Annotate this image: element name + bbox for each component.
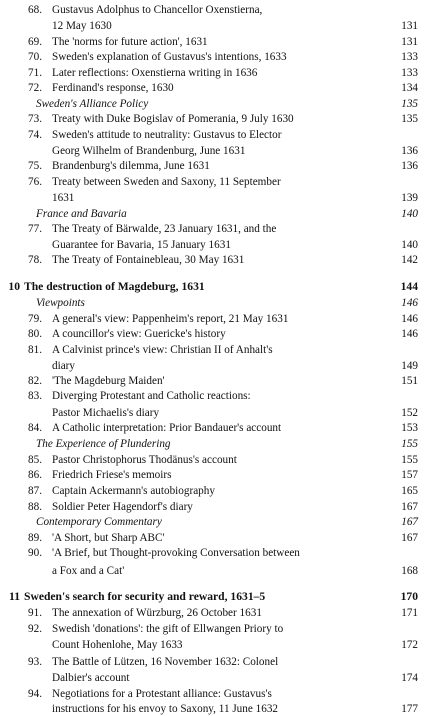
entry-title: Swedish 'donations': the gift of Ellwangen Priory to xyxy=(52,623,284,635)
entry-number: 88. xyxy=(28,501,42,513)
toc-entry xyxy=(0,19,429,33)
entry-title: 12 May 1630 xyxy=(52,20,112,32)
entry-title: The Treaty of Fontainebleau, 30 May 1631 xyxy=(52,254,245,266)
entry-title: Pastor Michaelis's diary xyxy=(52,407,160,419)
toc-entry xyxy=(0,66,429,80)
entry-number: 86. xyxy=(28,469,42,481)
entry-title: A Calvinist prince's view: Christian II of Anhalt's xyxy=(52,344,273,356)
entry-title: instructions for his envoy to Saxony, 11 June 1632 xyxy=(52,703,279,715)
entry-title: 'The Magdeburg Maiden' xyxy=(52,375,165,387)
entry-number: 72. xyxy=(28,82,42,94)
toc-entry xyxy=(0,453,429,467)
page-number: 170 xyxy=(400,590,418,603)
entry-title: 'A Short, but Sharp ABC' xyxy=(52,532,165,544)
entry-title: The destruction of Magdeburg, 1631 xyxy=(24,280,205,293)
entry-number: 90. xyxy=(28,547,42,559)
page-number: 151 xyxy=(401,375,418,387)
entry-number: 80. xyxy=(28,328,42,340)
entry-title: A general's view: Pappenheim's report, 21 May 1631 xyxy=(52,313,289,325)
entry-number: 84. xyxy=(28,422,42,434)
toc-entry xyxy=(0,3,429,17)
entry-title: 'A Brief, but Thought-provoking Conversation between xyxy=(52,547,300,559)
page-number: 140 xyxy=(401,208,418,220)
toc-entry xyxy=(0,128,429,142)
toc-entry xyxy=(0,312,429,326)
entry-number: 77. xyxy=(28,223,42,235)
section-heading xyxy=(0,97,429,111)
page-number: 155 xyxy=(401,438,418,450)
entry-title: diary xyxy=(52,360,75,372)
toc-entry xyxy=(0,546,429,560)
page-number: 136 xyxy=(401,160,418,172)
toc-entry xyxy=(0,175,429,189)
toc-entry xyxy=(0,671,429,685)
page-number: 172 xyxy=(401,639,418,651)
toc-entry xyxy=(0,622,429,636)
toc-entry xyxy=(0,238,429,252)
entry-title: Soldier Peter Hagendorf's diary xyxy=(52,501,193,513)
toc-entry xyxy=(0,159,429,173)
toc-entry xyxy=(0,374,429,388)
entry-number: 74. xyxy=(28,129,42,141)
toc-entry xyxy=(0,655,429,669)
chapter-heading xyxy=(0,590,429,604)
entry-title: Friedrich Friese's memoirs xyxy=(52,469,172,481)
entry-title: Sweden's search for security and reward, 1631–5 xyxy=(24,590,266,603)
section-heading xyxy=(0,515,429,529)
entry-title: Dalbier's account xyxy=(52,672,130,684)
entry-title: Guarantee for Bavaria, 15 January 1631 xyxy=(52,239,231,251)
toc-entry xyxy=(0,531,429,545)
entry-number: 69. xyxy=(28,36,42,48)
page-number: 146 xyxy=(401,297,418,309)
entry-title: Sweden's attitude to neutrality: Gustavus to Elector xyxy=(52,129,282,141)
section-heading xyxy=(0,437,429,451)
toc-entry xyxy=(0,327,429,341)
page-number: 171 xyxy=(401,607,418,619)
entry-number: 70. xyxy=(28,51,42,63)
toc-entry xyxy=(0,406,429,420)
toc-entry xyxy=(0,421,429,435)
entry-title: France and Bavaria xyxy=(36,208,127,220)
toc-entry xyxy=(0,500,429,514)
page-number: 174 xyxy=(401,672,418,684)
entry-title: A Catholic interpretation: Prior Bandauer's account xyxy=(52,422,282,434)
entry-title: Sweden's Alliance Policy xyxy=(36,98,149,110)
entry-title: Sweden's explanation of Gustavus's intentions, 1633 xyxy=(52,51,287,63)
page-number: 142 xyxy=(401,254,418,266)
entry-number: 73. xyxy=(28,113,42,125)
entry-number: 68. xyxy=(28,4,42,16)
entry-title: Diverging Protestant and Catholic reactions: xyxy=(52,390,251,402)
page-number: 134 xyxy=(401,82,418,94)
entry-title: Gustavus Adolphus to Chancellor Oxenstierna, xyxy=(52,4,263,16)
page-number: 139 xyxy=(401,192,418,204)
toc-entry xyxy=(0,606,429,620)
chapter-heading xyxy=(0,280,429,294)
entry-number: 71. xyxy=(28,67,42,79)
entry-title: The 'norms for future action', 1631 xyxy=(52,36,208,48)
section-heading xyxy=(0,296,429,310)
page-number: 136 xyxy=(401,145,418,157)
entry-number: 92. xyxy=(28,623,42,635)
toc-entry xyxy=(0,687,429,701)
page-number: 167 xyxy=(401,516,418,528)
toc-entry xyxy=(0,359,429,373)
page-number: 135 xyxy=(401,98,418,110)
toc-entry xyxy=(0,253,429,267)
page-number: 146 xyxy=(401,313,418,325)
toc-entry xyxy=(0,50,429,64)
entry-title: Contemporary Commentary xyxy=(36,516,162,528)
page-number: 133 xyxy=(401,67,418,79)
entry-number: 87. xyxy=(28,485,42,497)
entry-title: The Battle of Lützen, 16 November 1632: Colonel xyxy=(52,656,279,668)
chapter-number: 11 xyxy=(9,590,20,603)
entry-title: Georg Wilhelm of Brandenburg, June 1631 xyxy=(52,145,246,157)
toc-entry xyxy=(0,702,429,716)
entry-title: Treaty with Duke Bogislav of Pomerania, 9 July 1630 xyxy=(52,113,294,125)
entry-number: 93. xyxy=(28,656,42,668)
toc-entry xyxy=(0,35,429,49)
toc-entry xyxy=(0,468,429,482)
entry-title: Ferdinand's response, 1630 xyxy=(52,82,174,94)
entry-title: a Fox and a Cat' xyxy=(52,565,125,577)
entry-number: 83. xyxy=(28,390,42,402)
toc-entry xyxy=(0,112,429,126)
page-number: 153 xyxy=(401,422,418,434)
entry-number: 75. xyxy=(28,160,42,172)
page-number: 131 xyxy=(401,20,418,32)
entry-number: 81. xyxy=(28,344,42,356)
entry-title: A councillor's view: Guericke's history xyxy=(52,328,226,340)
page-number: 146 xyxy=(401,328,418,340)
entry-title: Captain Ackermann's autobiography xyxy=(52,485,215,497)
entry-title: The Treaty of Bärwalde, 23 January 1631, and the xyxy=(52,223,277,235)
entry-number: 91. xyxy=(28,607,42,619)
section-heading xyxy=(0,207,429,221)
page-number: 131 xyxy=(401,36,418,48)
entry-number: 78. xyxy=(28,254,42,266)
entry-title: Count Hohenlohe, May 1633 xyxy=(52,639,183,651)
page-number: 149 xyxy=(401,360,418,372)
toc-entry xyxy=(0,191,429,205)
entry-title: Pastor Christophorus Thodänus's account xyxy=(52,454,237,466)
entry-title: The annexation of Würzburg, 26 October 1631 xyxy=(52,607,262,619)
entry-title: Negotiations for a Protestant alliance: Gustavus's xyxy=(52,688,272,700)
page-number: 144 xyxy=(400,280,418,293)
page-number: 152 xyxy=(401,407,418,419)
toc-entry xyxy=(0,564,429,578)
entry-title: The Experience of Plundering xyxy=(36,438,171,450)
entry-title: Later reflections: Oxenstierna writing in 1636 xyxy=(52,67,258,79)
page-number: 168 xyxy=(401,565,418,577)
entry-title: Treaty between Sweden and Saxony, 11 September xyxy=(52,176,281,188)
entry-number: 89. xyxy=(28,532,42,544)
page-number: 155 xyxy=(401,454,418,466)
toc-entry xyxy=(0,638,429,652)
entry-number: 82. xyxy=(28,375,42,387)
page-number: 157 xyxy=(401,469,418,481)
page-number: 167 xyxy=(401,532,418,544)
toc-entry xyxy=(0,222,429,236)
page-number: 133 xyxy=(401,51,418,63)
page-number: 135 xyxy=(401,113,418,125)
entry-number: 85. xyxy=(28,454,42,466)
page-number: 167 xyxy=(401,501,418,513)
chapter-number: 10 xyxy=(8,280,20,293)
page-number: 177 xyxy=(401,703,418,715)
page-number: 165 xyxy=(401,485,418,497)
entry-number: 76. xyxy=(28,176,42,188)
entry-title: Brandenburg's dilemma, June 1631 xyxy=(52,160,210,172)
entry-title: 1631 xyxy=(52,192,75,204)
toc-entry xyxy=(0,343,429,357)
toc-entry xyxy=(0,144,429,158)
toc-entry xyxy=(0,389,429,403)
toc-entry xyxy=(0,81,429,95)
entry-title: Viewpoints xyxy=(36,297,85,309)
entry-number: 79. xyxy=(28,313,42,325)
page-number: 140 xyxy=(401,239,418,251)
entry-number: 94. xyxy=(28,688,42,700)
toc-entry xyxy=(0,484,429,498)
